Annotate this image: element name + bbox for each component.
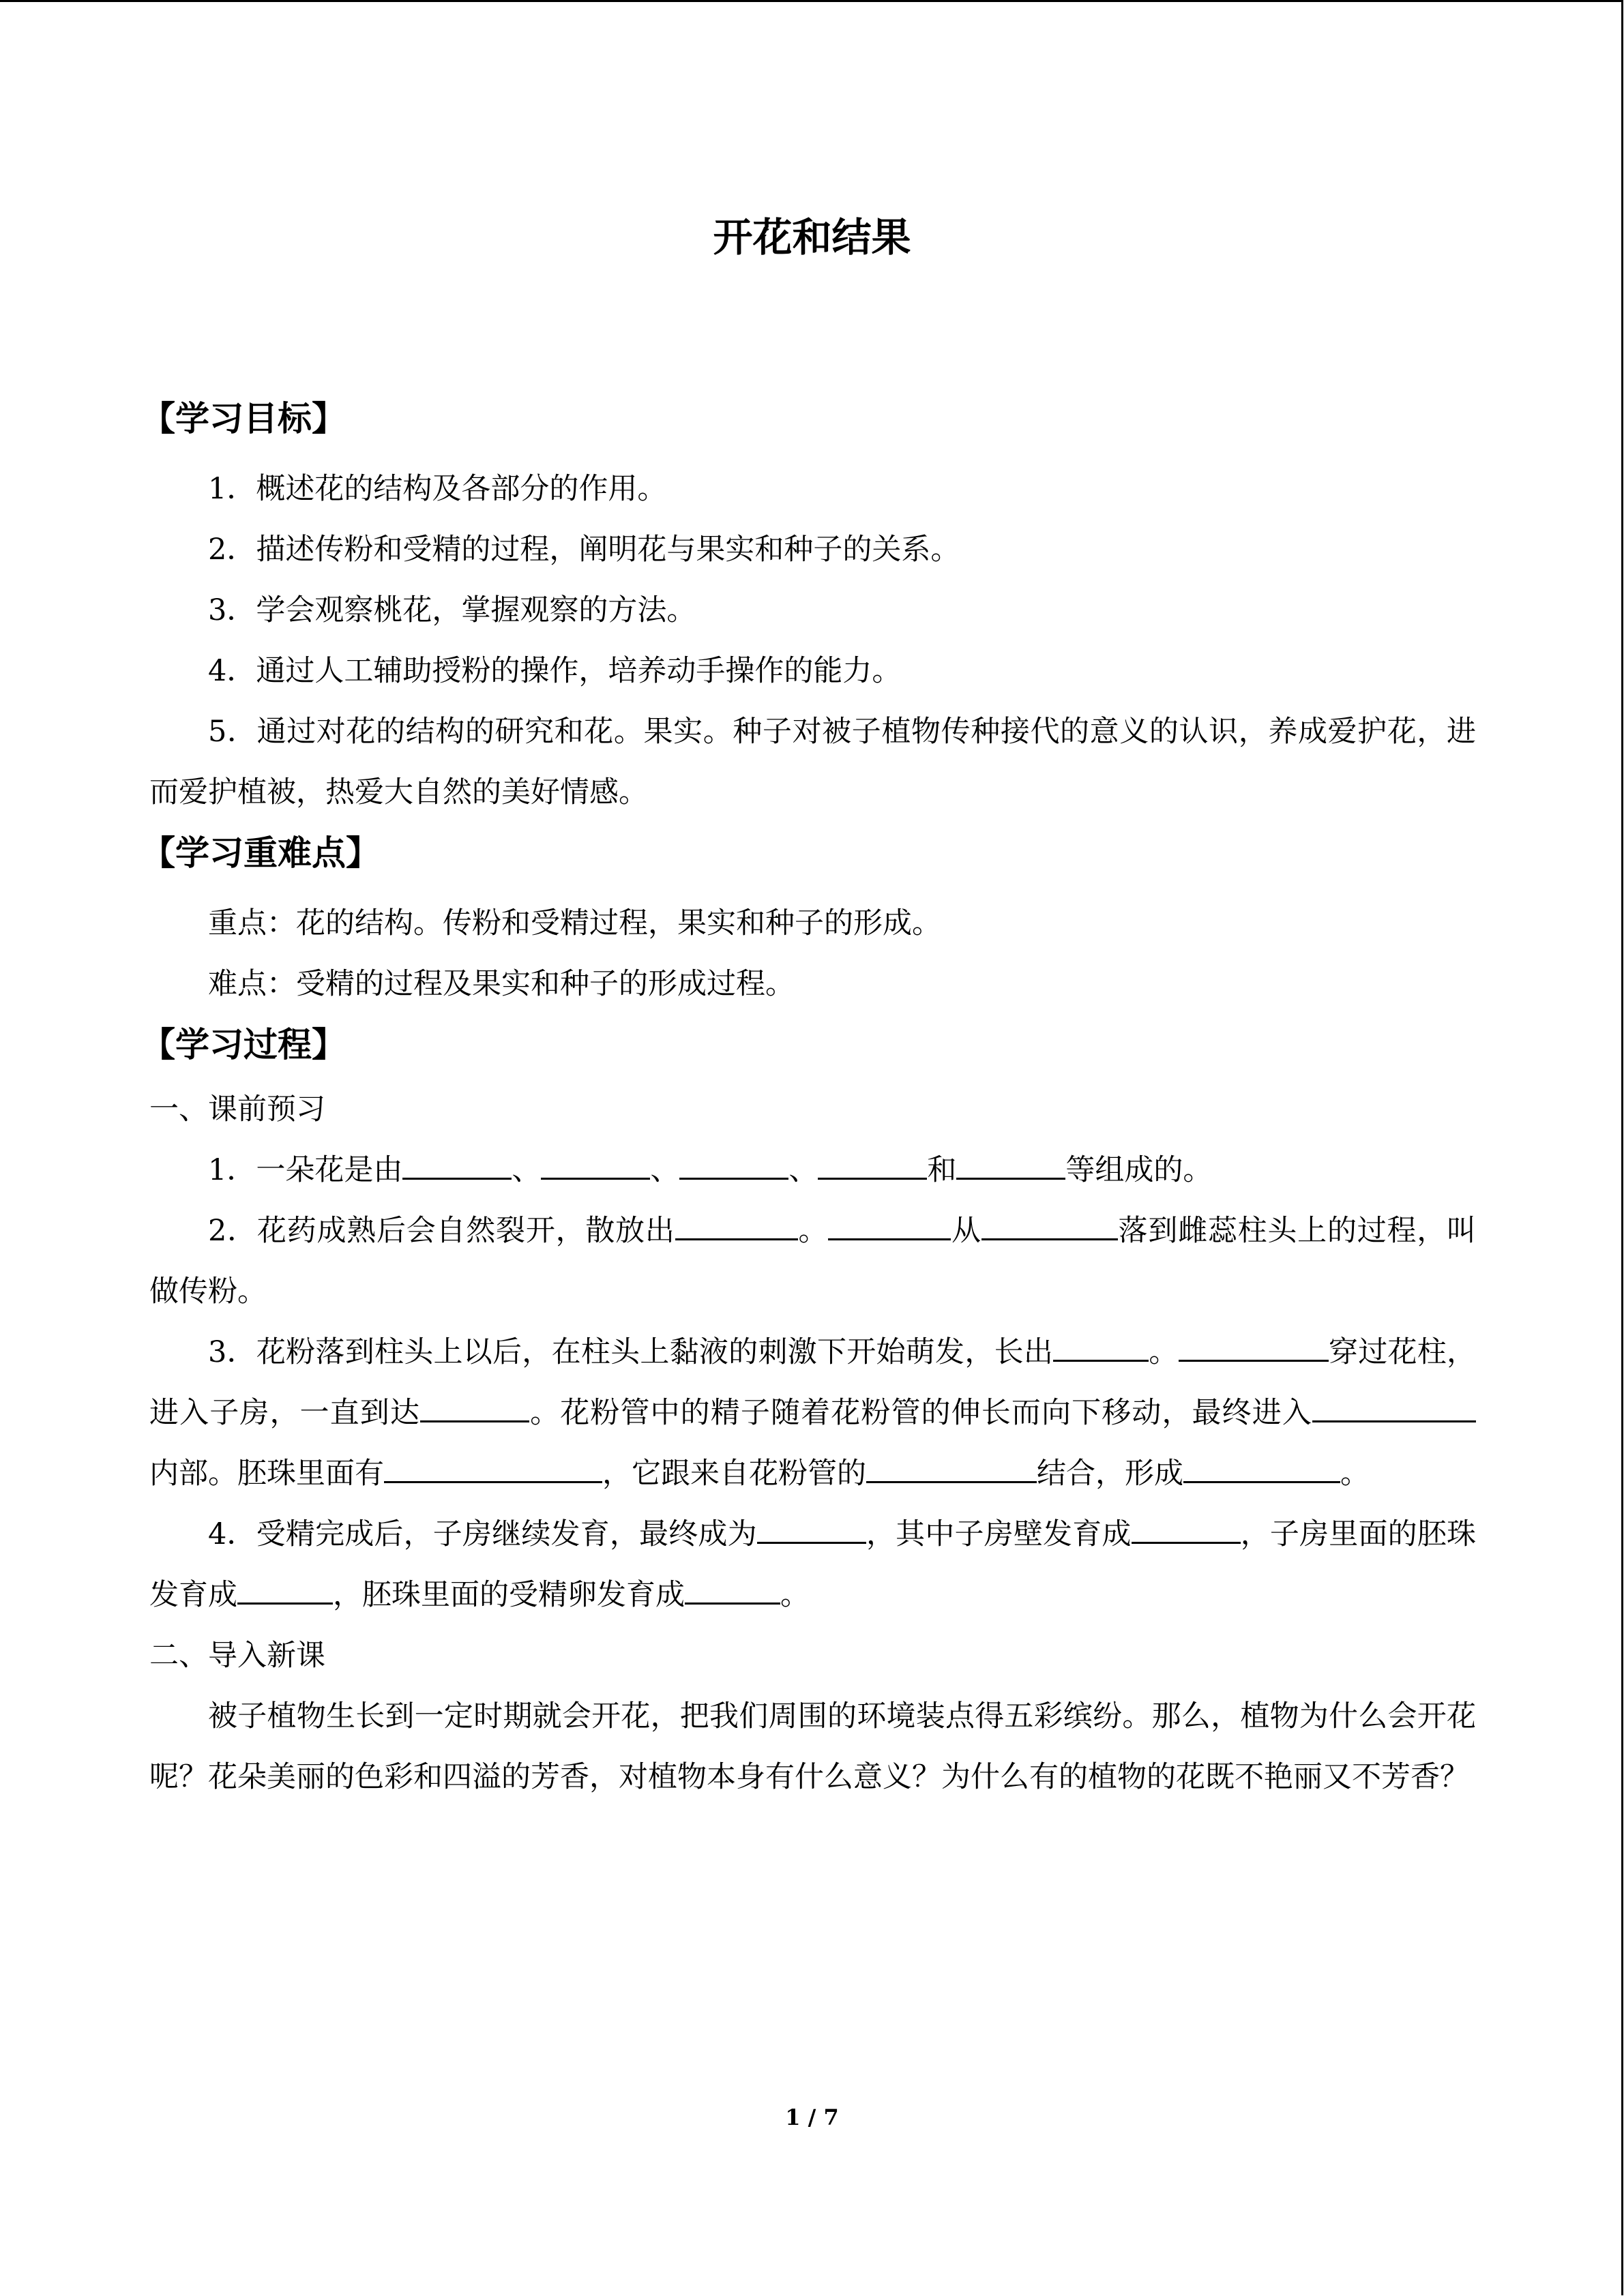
intro-paragraph: 被子植物生长到一定时期就会开花，把我们周围的环境装点得五彩缤纷。那么，植物为什么会开花呢？花朵美丽的色彩和四溢的芳香，对植物本身有什么意义？为什么有的植物的花既不艳丽又不芳香？ xyxy=(149,1699,1476,1794)
fill-blank[interactable] xyxy=(956,1154,1065,1180)
goal-item: 1．概述花的结构及各部分的作用。 xyxy=(208,472,667,506)
fill-blank[interactable] xyxy=(420,1397,529,1422)
goal-item: 2．描述传粉和受精的过程，阐明花与果实和种子的关系。 xyxy=(208,533,960,567)
question-3: 3．花粉落到柱头上以后，在柱头上黏液的刺激下开始萌发，长出 。 穿过花柱，进入子房，一直到达 。花粉管中的精子随着花粉管的伸长而向下移动，最终进入内部。胚珠里面有 ，它跟来自花粉管的 结合，形成 。 xyxy=(149,1335,1477,1491)
subsection-title-intro: 二、导入新课 xyxy=(149,1639,325,1673)
question-2: 2．花药成熟后会自然裂开，散放出 。 从 落到雌蕊柱头上的过程，叫做传粉。 xyxy=(149,1214,1477,1309)
section-heading-goals: 【学习目标】 xyxy=(141,399,346,438)
fill-blank[interactable] xyxy=(757,1519,866,1544)
fill-blank[interactable] xyxy=(384,1458,602,1483)
fill-blank[interactable] xyxy=(675,1215,798,1240)
fill-blank[interactable] xyxy=(1183,1458,1340,1483)
question-1: 1．一朵花是由 、 、 、 和 等组成的。 xyxy=(208,1153,1213,1187)
fill-blank[interactable] xyxy=(866,1458,1037,1483)
goal-item: 5．通过对花的结构的研究和花。果实。种子对被子植物传种接代的意义的认识，养成爱护花，进而爱护植被，热爱大自然的美好情感。 xyxy=(149,715,1476,809)
goal-item: 3．学会观察桃花，掌握观察的方法。 xyxy=(208,593,696,627)
difficult-point: 难点：受精的过程及果实和种子的形成过程。 xyxy=(208,967,795,1001)
fill-blank[interactable] xyxy=(1312,1397,1476,1422)
fill-blank[interactable] xyxy=(685,1579,780,1605)
fill-blank[interactable] xyxy=(402,1154,512,1180)
fill-blank[interactable] xyxy=(981,1215,1118,1240)
fill-blank[interactable] xyxy=(1132,1519,1241,1544)
fill-blank[interactable] xyxy=(1053,1337,1149,1362)
document-title: 开花和结果 xyxy=(713,214,911,260)
fill-blank[interactable] xyxy=(828,1215,951,1240)
page-indicator: 1 / 7 xyxy=(785,2104,839,2130)
key-point: 重点：花的结构。传粉和受精过程，果实和种子的形成。 xyxy=(208,906,941,940)
fill-blank[interactable] xyxy=(237,1579,333,1605)
section-heading-process: 【学习过程】 xyxy=(141,1025,346,1064)
subsection-title-preview: 一、课前预习 xyxy=(149,1092,325,1127)
fill-blank[interactable] xyxy=(1179,1337,1329,1362)
fill-blank[interactable] xyxy=(818,1154,927,1180)
section-heading-keypoints: 【学习重难点】 xyxy=(141,833,380,873)
document-body xyxy=(141,389,1477,1808)
goal-item: 4．通过人工辅助授粉的操作，培养动手操作的能力。 xyxy=(208,654,902,688)
question-4: 4．受精完成后，子房继续发育，最终成为 ，其中子房壁发育成 ，子房里面的胚珠发育成 ，胚珠里面的受精卵发育成 。 xyxy=(149,1517,1477,1612)
fill-blank[interactable] xyxy=(541,1154,650,1180)
fill-blank[interactable] xyxy=(679,1154,788,1180)
